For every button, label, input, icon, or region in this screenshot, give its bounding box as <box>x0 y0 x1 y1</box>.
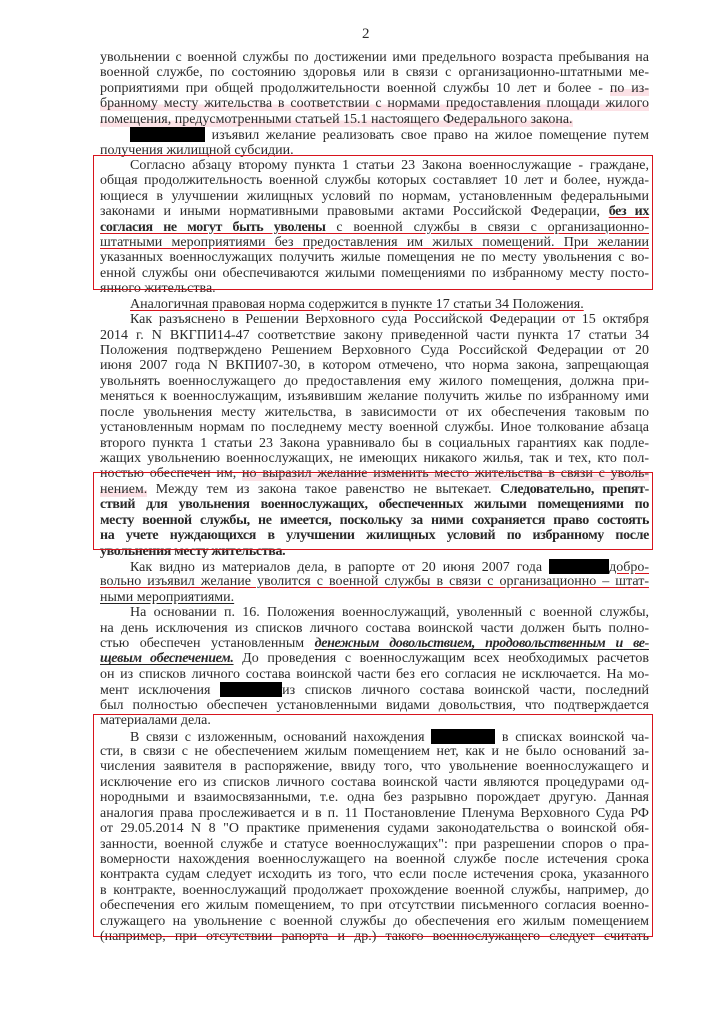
text-line <box>100 343 649 358</box>
text-line <box>100 837 649 852</box>
text-line <box>100 466 649 481</box>
text-line <box>100 667 649 682</box>
emphasized-text: ствий для увольнения военнослужащих, обеспеченных жилыми помещениями по <box>100 497 649 513</box>
emphasized-text: с военной службы в связи с организационно- <box>325 219 649 235</box>
text-segment: нородными и взаимосвязанными, т.е. одна без разрывно порождает другую. Данная <box>100 790 649 806</box>
paragraph <box>100 127 649 158</box>
text-line <box>100 189 649 204</box>
text-line <box>100 790 649 805</box>
text-line <box>100 528 649 543</box>
page-number: 2 <box>362 26 370 42</box>
document-body <box>100 50 649 944</box>
text-line <box>100 436 649 451</box>
text-segment: мент исключения <box>100 683 221 699</box>
text-segment: До проведения с военнослужащим всех необходимых расчетов <box>233 651 649 667</box>
text-segment: занности, военной службе и статусе военнослужащих": при разрешении споров о пра- <box>100 836 649 852</box>
text-line <box>100 358 649 373</box>
text-line <box>100 312 649 327</box>
text-segment: в списках воинской ча- <box>495 729 649 745</box>
text-line <box>100 297 649 312</box>
text-line <box>100 127 649 142</box>
emphasized-text: бранному месту жительства в соответствии с нормами предоставления площади жилого <box>100 96 649 112</box>
text-line <box>100 775 649 790</box>
text-segment: ностью обеспечен им, <box>100 466 243 482</box>
text-segment: увольнении с военной службы по достижении ими предельного возраста пребывания на <box>100 50 649 65</box>
paragraph <box>100 559 649 605</box>
text-segment: янного жительства. <box>100 281 216 297</box>
text-line <box>100 590 649 605</box>
text-line <box>100 559 649 574</box>
text-segment: увольнять военнослужащего до предоставления ему жилого помещения, должна при- <box>100 373 649 389</box>
text-line <box>100 929 649 944</box>
redaction-block <box>431 729 495 744</box>
text-line <box>100 235 649 250</box>
text-line <box>100 744 649 759</box>
text-line <box>100 482 649 497</box>
text-line <box>100 806 649 821</box>
text-segment: числения заявителя в распоряжение, ввиду того, что увольнение военнослужащего и <box>100 759 649 775</box>
text-segment: в контракте, военнослужащий продолжает прохождение военной службы, например, до <box>100 882 649 898</box>
emphasized-text: без их <box>608 204 649 220</box>
redaction-block <box>220 682 282 697</box>
text-segment: от 29.05.2014 N 8 "О практике применения судами законодательства о воинской обя- <box>100 821 649 837</box>
text-segment: Согласно абзацу второму пункта 1 статьи 23 Закона военнослужащие - граждане, <box>130 157 649 173</box>
text-segment: исключение его из списков личного состава воинской части являются процедурами од- <box>100 774 649 790</box>
emphasized-text: нением. <box>100 481 148 497</box>
text-line <box>100 513 649 528</box>
text-segment: вомерности нахождения военнослужащего на военной службе после истечения срока <box>100 851 649 867</box>
text-line <box>100 143 649 158</box>
text-line <box>100 621 649 636</box>
paragraph <box>100 297 649 312</box>
text-segment: второго пункта 1 статьи 23 Закона уравнивало бы в социальных гарантиях как подле- <box>100 435 649 451</box>
text-line <box>100 544 649 559</box>
redaction-block <box>130 127 205 142</box>
text-segment: На основании п. 16. Положения военнослужащий, уволенный с военной службы, <box>130 605 649 621</box>
text-segment: енной службы они обеспечиваются жилыми помещениями по избранному месту посто- <box>100 265 649 281</box>
text-line <box>100 204 649 219</box>
text-segment: получения жилищной субсидии. <box>100 142 294 158</box>
text-segment: Положения подтверждено Решением Верховного Суда Российской Федерации от 20 <box>100 343 649 359</box>
text-line <box>100 328 649 343</box>
text-line <box>100 497 649 512</box>
text-line <box>100 65 649 80</box>
text-line <box>100 898 649 913</box>
text-line <box>100 374 649 389</box>
text-segment: установленным нормам по последнему месту военной службы. Иное толкование абзаца <box>100 420 649 436</box>
text-segment: жащих увольнению военнослужащих, не имеющих никакого жилья, так и тех, кто пол- <box>100 450 649 466</box>
text-segment: законами и иными нормативными правовыми актами Российской Федерации, <box>100 204 609 220</box>
text-line <box>100 682 649 697</box>
emphasized-text: ными мероприятиями. <box>100 589 235 605</box>
text-segment: из списков личного состава воинской части, последний <box>282 683 649 699</box>
text-segment: В связи с изложенным, оснований нахождения <box>130 729 432 745</box>
text-line <box>100 81 649 96</box>
emphasized-text: месту военной службы, не имеется, поскольку за ними сохраняется право состоять <box>100 512 649 528</box>
text-line <box>100 158 649 173</box>
text-segment: Между тем из закона такое равенство не вытекает. <box>147 481 501 497</box>
text-line <box>100 636 649 651</box>
text-line <box>100 574 649 589</box>
emphasized-text: штатными мероприятиями без предоставления им жилых помещений. При желании <box>100 235 649 251</box>
text-segment: 2014 г. N ВКГПИ14-47 соответствие закону приведенной части пункта 17 статьи 34 <box>100 327 649 343</box>
text-line <box>100 389 649 404</box>
text-segment: Как видно из материалов дела, в рапорте от 20 июня 2007 года <box>130 559 550 575</box>
text-line <box>100 867 649 882</box>
emphasized-text: помещения, предусмотренными статьей 15.1 настоящего Федерального закона. <box>100 111 573 127</box>
text-segment: меняться к военнослужащим, изъявившим желание получить жилье по избранному ими <box>100 389 649 405</box>
text-line <box>100 50 649 65</box>
text-segment: сти, в связи с не обеспечением жилым помещением нет, как и не было оснований за- <box>100 743 649 759</box>
text-segment: роприятиями при общей продолжительности военной службы 10 лет и более - <box>100 80 610 96</box>
text-segment: ющиеся в улучшении жилищных условий по нормам, установленным федеральными <box>100 188 649 204</box>
text-segment: контракта судам следует исходить из того, что если после истечения срока, указанного <box>100 867 649 883</box>
paragraph <box>100 158 649 297</box>
emphasized-text: увольнения месту жительства. <box>100 543 286 559</box>
text-line <box>100 759 649 774</box>
text-line <box>100 451 649 466</box>
text-line <box>100 651 649 666</box>
text-line <box>100 605 649 620</box>
text-segment: обеспечения его жилым помещением, то при отсутствии письменного согласия военно- <box>100 898 649 914</box>
text-line <box>100 250 649 265</box>
text-line <box>100 281 649 296</box>
text-line <box>100 405 649 420</box>
text-segment: служащего на увольнение с военной службы до обеспечения его жилым помещением <box>100 913 649 929</box>
text-line <box>100 698 649 713</box>
emphasized-text: вольно изъявил желание уволится с военной службы в связи с организационно – штат- <box>100 574 649 590</box>
emphasized-text: но выразил желание изменить место жительства в связи с уволь- <box>242 466 650 482</box>
text-line <box>100 821 649 836</box>
paragraph <box>100 605 649 728</box>
text-segment: на день исключения из списков личного состава воинской части должен быть полно- <box>100 620 649 636</box>
text-segment: аналогия права прослеживается и в п. 11 Постановление Пленума Верховного Суда РФ <box>100 805 649 821</box>
text-line <box>100 420 649 435</box>
text-line <box>100 713 649 728</box>
text-segment: военной службе, по состоянию здоровья или в связи с организационно-штатными ме- <box>100 65 649 81</box>
emphasized-text: на учете нуждающихся в улучшении жилищных условий по избранному после <box>100 528 649 544</box>
text-line <box>100 173 649 188</box>
text-segment: был полностью обеспечен установленными видами довольствия, что подтверждается <box>100 697 649 713</box>
text-segment: после увольнения месту жительства, в зависимости от их обеспечения таковым по <box>100 404 649 420</box>
text-line <box>100 266 649 281</box>
text-segment: он из списков личного состава воинской части без его согласия не исключается. На мо- <box>100 666 649 682</box>
text-segment: стью обеспечен установленным <box>100 636 315 652</box>
emphasized-text: согласия не могут быть уволены <box>100 219 326 235</box>
text-line <box>100 112 649 127</box>
emphasized-text: по из- <box>609 80 649 96</box>
emphasized-text: Аналогичная правовая норма содержится в пункте 17 статьи 34 Положения. <box>130 296 584 312</box>
text-line <box>100 220 649 235</box>
text-segment: Как разъяснено в Решении Верховного суда Российской Федерации от 15 октября <box>130 312 649 328</box>
emphasized-text: добро- <box>609 559 649 575</box>
paragraph <box>100 312 649 559</box>
text-segment: общая продолжительность военной службы которых составляет 10 лет и более, нужда- <box>100 173 649 189</box>
emphasized-text: щевым обеспечением. <box>100 651 234 667</box>
text-line <box>100 729 649 744</box>
text-segment: (например, при отсутствии рапорта и др.) такого военнослужащего следует считать <box>100 929 649 945</box>
text-segment: указанных военнослужащих получить жилые помещения не по месту увольнения с во- <box>100 250 649 266</box>
text-segment: материалами дела. <box>100 713 211 729</box>
emphasized-text: денежным довольствием, продовольственным и ве- <box>314 636 649 652</box>
text-segment: июня 2007 года N ВКПИ07-30, в котором отмечено, что норма закона, запрещающая <box>100 358 649 374</box>
paragraph <box>100 50 649 127</box>
redaction-block <box>549 559 609 574</box>
text-line <box>100 883 649 898</box>
text-line <box>100 852 649 867</box>
text-segment: изъявил желание реализовать свое право на жилое помещение путем <box>205 128 649 144</box>
text-line <box>100 96 649 111</box>
emphasized-text: Следовательно, препят- <box>500 481 649 497</box>
paragraph <box>100 729 649 945</box>
text-line <box>100 914 649 929</box>
